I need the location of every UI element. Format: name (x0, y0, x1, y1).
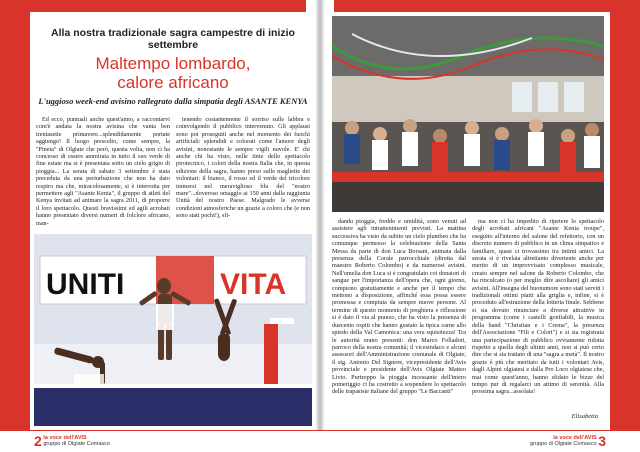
page-gutter (316, 0, 324, 452)
right-magazine-sub: gruppo di Olgiate Comasco (530, 441, 597, 447)
dining-hall-photo (332, 16, 604, 212)
article-headline (38, 54, 308, 92)
left-folio (34, 433, 110, 449)
right-page-border (610, 0, 640, 452)
right-page (324, 12, 610, 430)
right-column-1 (332, 218, 466, 418)
right-page-number: 3 (598, 433, 606, 449)
left-magazine-title: la voce dell'AVIS (43, 435, 87, 441)
right-column-1-text: dando pioggia, freddo e umidità, sono venuti ad assistere agli intrattenimenti previsti. La mattina successiva ha visto da subito un cielo plumbeo che ha comunque permesso la celebrazione della Santa Messa da parte di don Luca Borsani, animata dalla presenza della Corale parrocchiale (diretta dal maestro Roberto Colombo) e da numerosi avisini. Nell'omelia don Luca si è congratulato coi donatori di sangue per l'importanza dell'opera che, ogni giorno, compiono gratuitamente e anche per il tempo che mettono a disposizione, affinché essa possa essere promossa e compiuta da sempre nuove persone. Al termine di questo momento di preghiera e riflessione si è dato il via al pranzo, che ha visto la presenza di duecento ospiti che hanno gustato la tipica carne allo spiedo della Val Camonica: una vera squisitezza! Tra le autorità erano presenti: don Marco Folladori, parroco della nostra comunità; il vicesindaco e alcuni assessori dell'Amministrazione comunale di Olgiate; il sig. Antonio Del Signore, vicepresidente dell'Avis provinciale e presidente dell'Avis Olgiate Matteo Livio. Purtroppo la pioggia incessante dell'intero pomeriggio ci ha costretto a sospendere lo spettacolo delle trapasiste italiane del gruppo "Le Baccanti" (332, 218, 466, 396)
acrobats-illustration (34, 234, 312, 426)
article-subhead: L'uggioso week-end avisino rallegrato dalla simpatia degli ASANTE KENYA (38, 96, 308, 106)
left-column-1 (36, 116, 170, 236)
right-top-bar (334, 0, 640, 12)
left-top-bar (0, 0, 306, 12)
left-page-number: 2 (34, 433, 42, 449)
headline-line-1: Maltempo lombardo, (95, 54, 251, 73)
left-column-2-text: tenendo costantemente il sorriso sulle labbra e coinvolgendo il pubblico intervenuto. Gli applausi sono poi proseguiti anche nel momento dei fuochi artificiali: splendidi e colorati come l'amore degli avisini, nonostante le sempre vigili nuvole. E' chi anche chi ha visto, nelle tinte dello spettacolo pirotecnico, i colori della nostra Italia che, in questa edizione della sagra, hanno preso sulle magliette dei volontari: il bianco, il rosso ed il verde del tricolore immersi nel meraviglioso blu del "nostro mare"...doveroso omaggio ai 150 anni dalla raggiunta Unità del nostro Paese. Malgrado le avverse condizioni atmosferiche un grazie a coloro che (e non sono stati pochi!), sfi- (176, 116, 310, 220)
author-signature: Elisabetta (571, 413, 598, 420)
right-column-2-text: ma non ci ha impedito di ripetere lo spettacolo degli acrobati africani "Asante Kenia troupe", eseguito all'interno del salone del refettorio, con un discreto numero di pubblico in un clima simpatico e familiare, quasi ci trovassimo tra intimi amici. La serata si è rivelata altrettanto divertente anche per merito di un improvvisato complesso musicale, creato sempre nel salone da Roberto Colombo, che ha rinculcato (o per meglio dire ascoltare) gli amici avisini. All'insegna del buonumore sono stati serviti i tradizionali ottimi piatti alla griglia e, infine, si è proceduto all'estrazione della lotteria finale. Sebbene si sia dovuto rinunciare a diverse attrattive in programma (come i castelli gonfiabili, la musica della band "Christian e i Crema", la presenza dell'Associazione "Fili e Colori") e si sia registrata una partecipazione di pubblico ovviamente ridotta rispetto a quella degli ultimi anni, non si può certo dire che si sia trattato di una "sagra a metà". Il nostro grazie è più che meritato da tutti i volontari Avis, dagli Alpini olgiatesi e dalla Pro Loco olgiatese che, mai come quest'anno, hanno sfidato le bizze del tempo pur di regalarci un attimo di serenità. Alla prossima sagra...assolata! (472, 218, 604, 396)
article-kicker: Alla nostra tradizionale sagra campestre di inizio settembre (51, 27, 295, 51)
left-page (30, 12, 316, 430)
dining-hall-illustration (332, 16, 604, 212)
banner-uniti: UNITI (46, 268, 125, 301)
left-column-1-text: Ed ecco, puntuali anche quest'anno, a raccontarvi com'è andata la nostra avisina che vanta ben trentasette primavere...splendidamente portate aggiungo! Il luogo prescelto, come sempre, la "Pineta" di Olgiate che però, questa volta, non ci ha concesso di essere ammirata in tutto il suo verde di fine estate ma si è presentata sotto un cielo grigio di pioggia... La serata di sabato 3 settembre è stata preceduta da una perturbazione che non ha dato respiro ma che, miracolosamente, si è interrotta per permettere agli "Asante Kenia", il gruppo di atleti del Kenya invitati ad animare la sagra 2011, di proporre il loro spettacolo. Questi bravissimi ed agili acrobati hanno presentato diversi numeri di folclore africano, man- (36, 116, 170, 227)
right-column-2 (472, 218, 604, 408)
left-magazine-name (43, 435, 110, 447)
acrobats-photo (34, 234, 312, 426)
right-magazine-title: la voce dell'AVIS (553, 435, 597, 441)
banner-vita: VITA (220, 268, 287, 301)
headline-line-2: calore africano (117, 73, 229, 92)
left-column-2 (176, 116, 310, 236)
right-magazine-name (530, 435, 597, 447)
left-page-border (0, 0, 30, 452)
right-folio (530, 433, 606, 449)
left-magazine-sub: gruppo di Olgiate Comasco (43, 441, 110, 447)
